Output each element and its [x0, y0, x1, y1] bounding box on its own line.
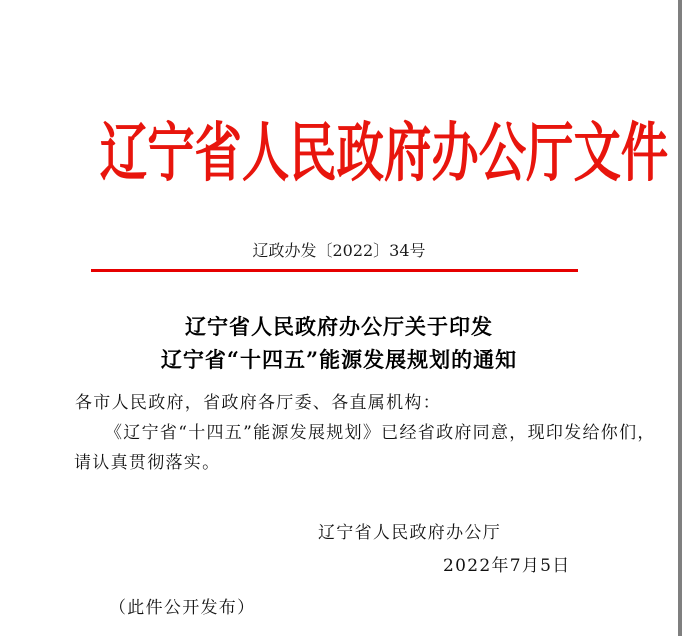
- signature-date: 2022年7月5日: [443, 556, 571, 576]
- public-release-note: （此件公开发布）: [109, 598, 256, 618]
- notice-title-line1: 辽宁省人民政府办公厅关于印发: [185, 314, 493, 339]
- body-text-line1: 《辽宁省“十四五”能源发展规划》已经省政府同意，现印发给你们，: [105, 423, 656, 443]
- salutation-line: 各市人民政府，省政府各厅委、各直属机构：: [75, 393, 441, 413]
- letterhead: [0, 116, 678, 191]
- letterhead-title: 辽宁省人民政府办公厅文件: [99, 116, 669, 191]
- document-number: 辽政办发〔2022〕34号: [252, 241, 426, 260]
- notice-title: [0, 310, 678, 376]
- notice-title-line2: 辽宁省“十四五”能源发展规划的通知: [160, 347, 518, 372]
- vertical-scrollbar[interactable]: [678, 0, 682, 636]
- body-text-line2: 请认真贯彻落实。: [74, 453, 221, 473]
- red-divider-line: [91, 269, 578, 272]
- signature-org: 辽宁省人民政府办公厅: [318, 523, 501, 543]
